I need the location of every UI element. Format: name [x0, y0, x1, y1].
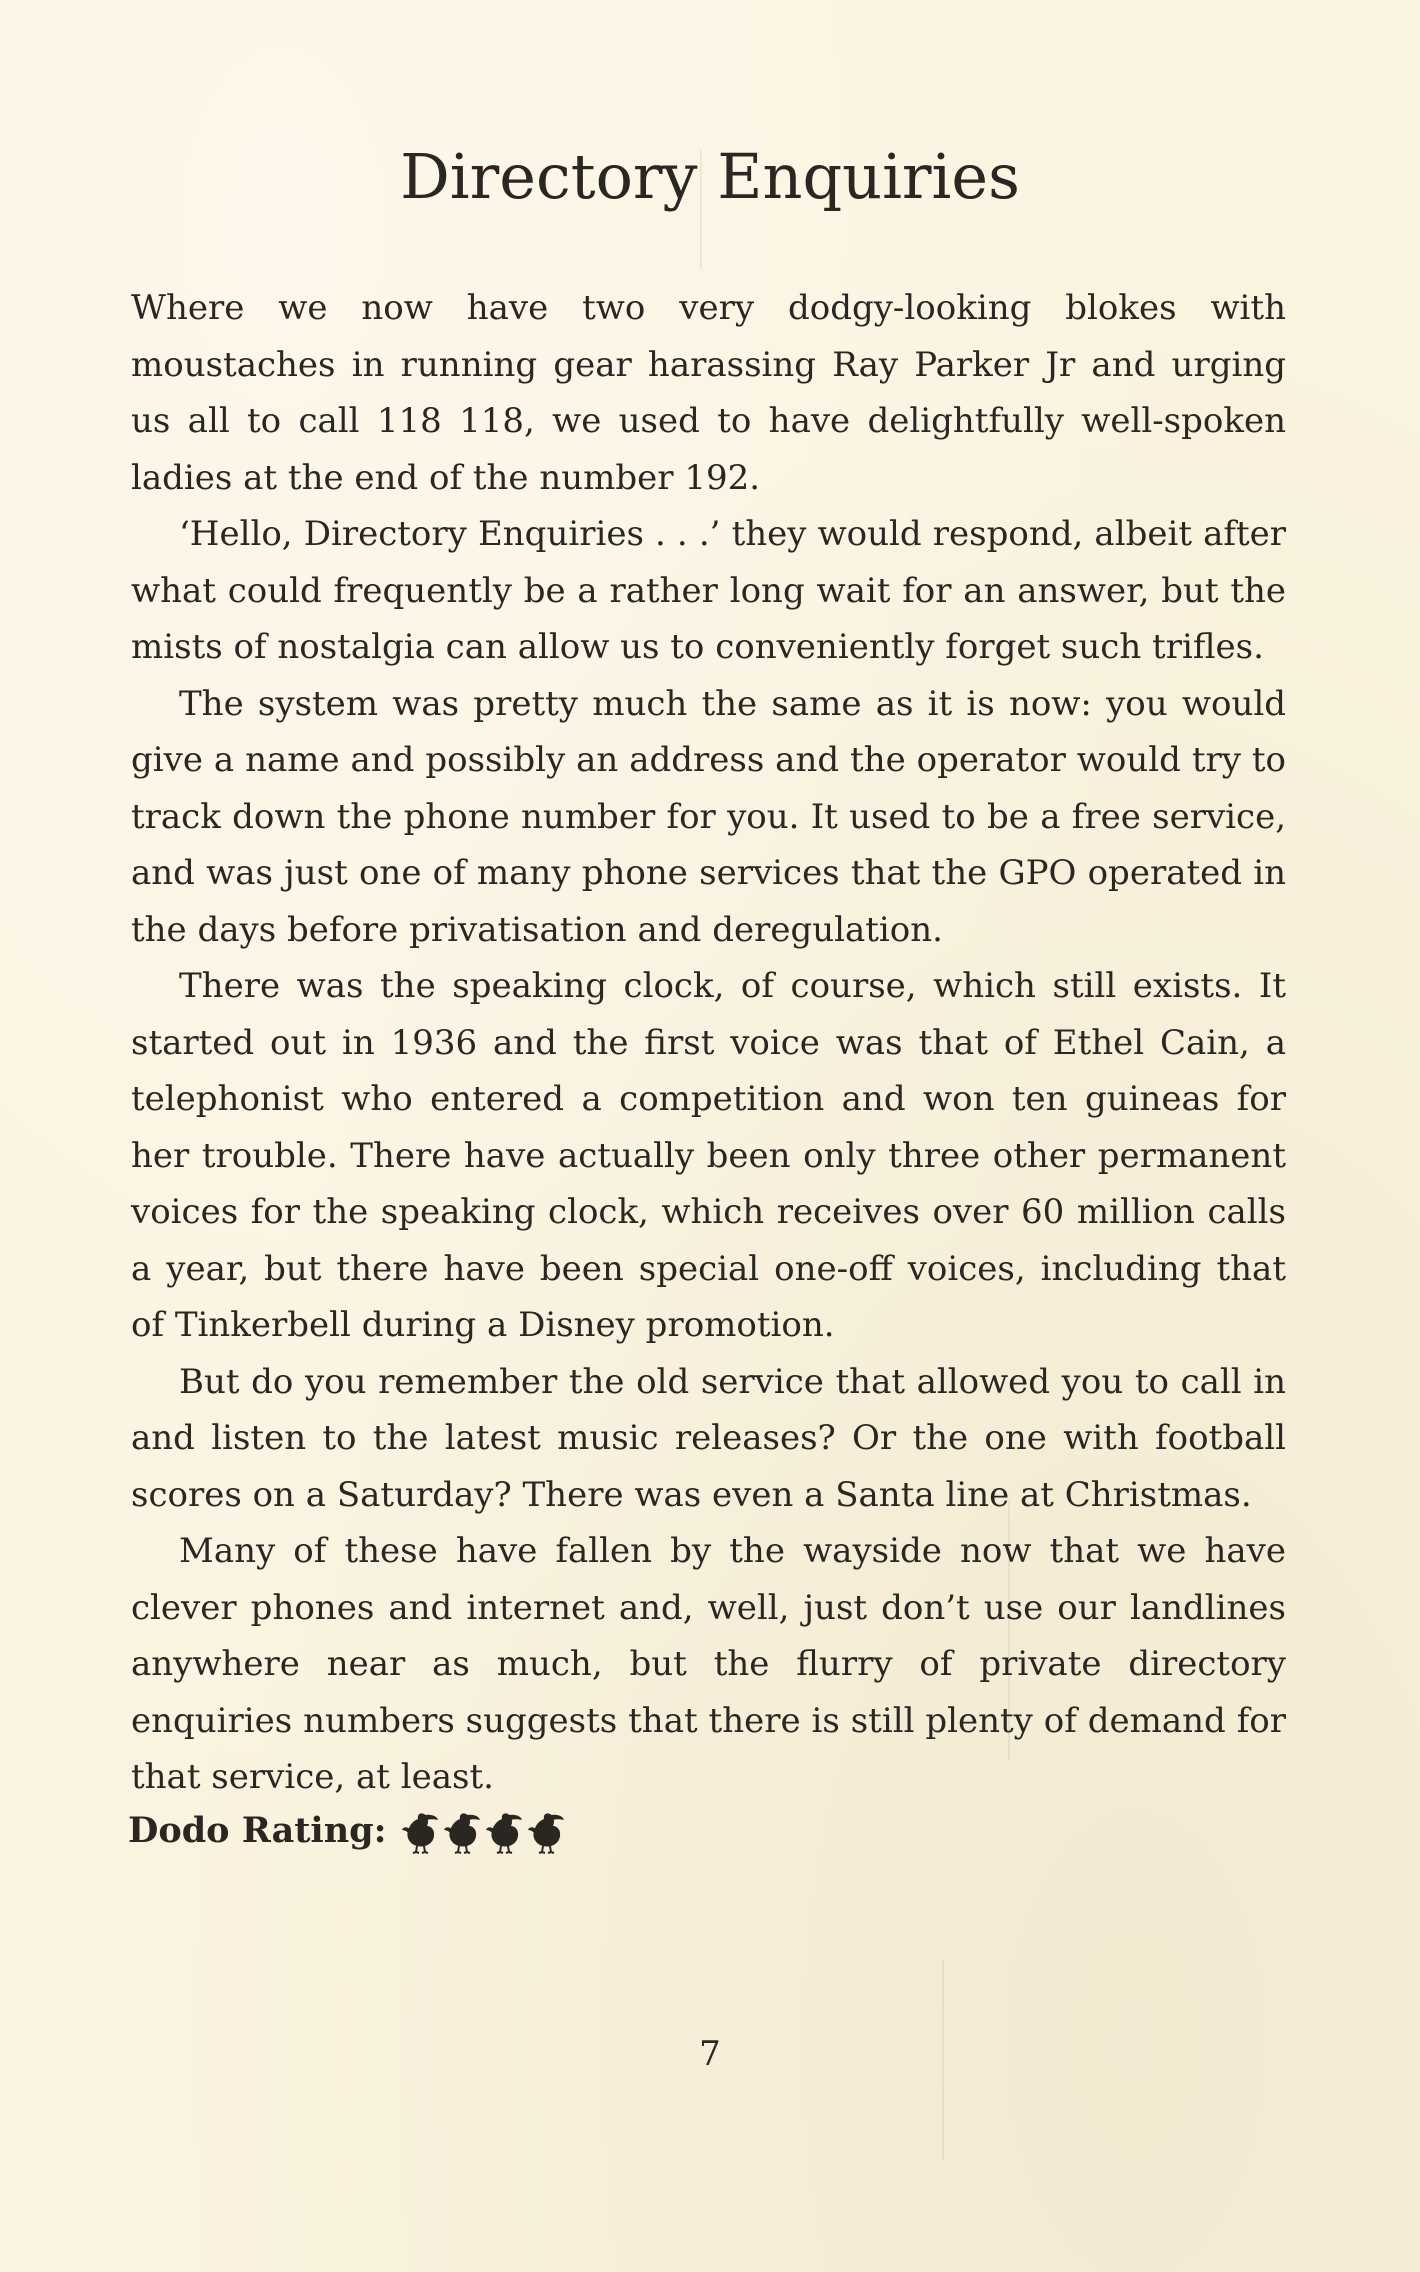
paragraph: There was the speaking clock, of course, which still exists. It started out in 1936 and the first voice was that of Ethel Cain, a telephonist who entered a competition and won ten guineas for her trouble. There have actually been only three other permanent voices for the speaking clock, which receives over 60 million calls a year, but there have been special one-off voices, including that of Tinkerbell during a Disney promotion. — [131, 966, 1286, 1345]
paragraph: The system was pretty much the same as it is now: you would give a name and possibly an address and the operator would try to track down the phone number for you. It used to be a free service, and was just one of many phone services that the GPO operated in the days before privatisation and deregulation. — [131, 683, 1286, 950]
paragraph: ‘Hello, Directory Enquiries . . .’ they would respond, albeit after what could frequently be a rather long wait for an answer, but the mists of nostalgia can allow us to conveniently forget such trifles. — [131, 514, 1286, 667]
paragraph: Where we now have two very dodgy-looking blokes with moustaches in running gear harassing Ray Parker Jr and urging us all to call 118 118, we used to have delightfully well-spoken ladies at the end of the number 192. — [131, 288, 1286, 498]
paragraph: But do you remember the old service that allowed you to call in and listen to the latest music releases? Or the one with football scores on a Saturday? There was even a Santa line at Christmas. — [131, 1361, 1286, 1515]
page-title: Directory Enquiries — [400, 140, 1020, 213]
dodo-icon — [401, 1806, 441, 1854]
rating-icons — [401, 1806, 569, 1854]
rating-label: Dodo Rating: — [128, 1809, 387, 1851]
page-number: 7 — [699, 2034, 721, 2074]
paragraph: Many of these have fallen by the wayside now that we have clever phones and internet and, well, just don’t use our landlines anywhere near as much, but the flurry of private directory enquiries numbers suggests that there is still plenty of demand for that service, at least. — [131, 1531, 1286, 1797]
article-body — [131, 280, 1286, 1806]
dodo-icon — [485, 1806, 525, 1854]
dodo-icon — [527, 1806, 567, 1854]
dodo-icon — [443, 1806, 483, 1854]
dodo-rating — [128, 1798, 569, 1862]
